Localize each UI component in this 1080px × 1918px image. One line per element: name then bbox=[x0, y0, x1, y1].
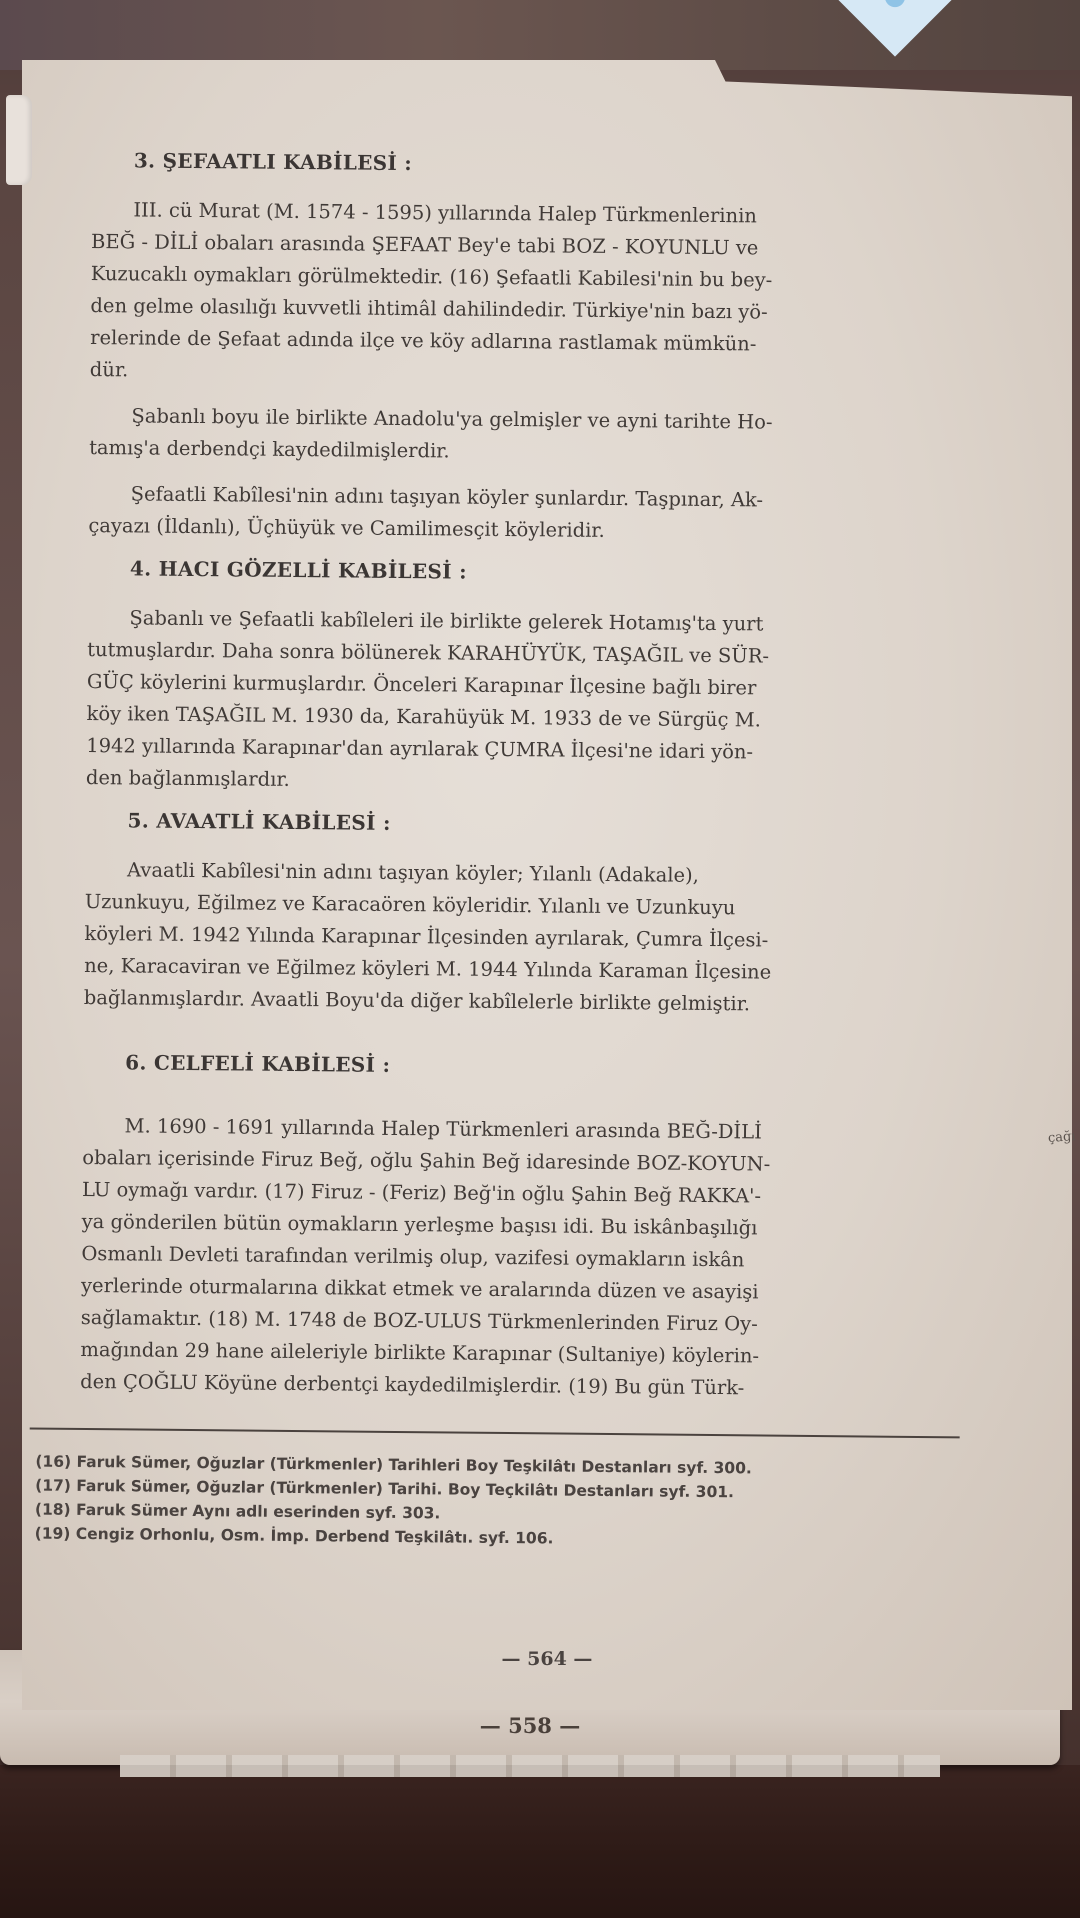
text-line: köy iken TAŞAĞIL M. 1930 da, Karahüyük M. 1933 de ve Sürgüç M. bbox=[86, 701, 761, 732]
section-celfeli bbox=[80, 1050, 983, 1407]
section-heading: 5. AVAATLİ KABİLESİ : bbox=[127, 808, 391, 835]
text-line: sağlamaktır. (18) M. 1748 de BOZ-ULUS Türkmenlerinden Firuz Oy- bbox=[80, 1305, 758, 1336]
paragraph bbox=[80, 1110, 983, 1407]
footnote: (16) Faruk Sümer, Oğuzlar (Türkmenler) Tarihleri Boy Teşkilâtı Destanları syf. 300. bbox=[35, 1452, 752, 1478]
section-haci-gozelli bbox=[86, 556, 988, 803]
underlying-page-number: — 558 — bbox=[479, 1713, 581, 1738]
text-line: bağlanmışlardır. Avaatli Boyu'da diğer kabîlelerle birlikte gelmiştir. bbox=[83, 985, 751, 1016]
adjacent-page-text-fragment: çağı bbox=[1047, 1129, 1077, 1146]
text-line: köyleri M. 1942 Yılında Karapınar İlçesinden ayrılarak, Çumra İlçesi- bbox=[84, 921, 769, 952]
text-line: den ÇOĞLU Köyüne derbentçi kaydedilmişlerdir. (19) Bu gün Türk- bbox=[80, 1369, 745, 1400]
section-avaatli bbox=[84, 808, 986, 1023]
section-heading: 3. ŞEFAATLI KABİLESİ : bbox=[133, 148, 413, 176]
paragraph bbox=[89, 400, 990, 473]
text-line: den bağlanmışlardır. bbox=[85, 765, 290, 791]
text-line: tutmuşlardır. Daha sonra bölünerek KARAHÜYÜK, TAŞAĞIL ve SÜR- bbox=[87, 637, 770, 668]
section-heading: 6. CELFELİ KABİLESİ : bbox=[125, 1050, 391, 1077]
text-line: tamış'a derbendçi kaydedilmişlerdir. bbox=[89, 435, 450, 463]
text-line: Uzunkuyu, Eğilmez ve Karacaören köyleridir. Yılanlı ve Uzunkuyu bbox=[84, 889, 736, 920]
text-line: dür. bbox=[89, 357, 129, 382]
text-line: BEĞ - DİLİ obaları arasında ŞEFAAT Bey'e tabi BOZ - KOYUNLU ve bbox=[90, 229, 759, 260]
torn-page-edge bbox=[6, 95, 32, 185]
text-line: den gelme olasılığı kuvvetli ihtimâl dahilindedir. Türkiye'nin bazı yö- bbox=[90, 293, 768, 324]
text-line: çayazı (İldanlı), Üçhüyük ve Camilimesçit köyleridir. bbox=[88, 513, 605, 542]
text-line: ya gönderilen bütün oymakların yerleşme başısı idi. Bu iskânbaşılığı bbox=[81, 1209, 758, 1240]
text-line: 1942 yıllarında Karapınar'dan ayrılarak ÇUMRA İlçesi'ne idari yön- bbox=[86, 733, 754, 764]
text-line: Şefaatli Kabîlesi'nin adını taşıyan köyler şunlardır. Taşpınar, Ak- bbox=[130, 482, 764, 512]
page-stack-edge bbox=[120, 1755, 940, 1777]
footnote: (19) Cengiz Orhonlu, Osm. İmp. Derbend Teşkilâtı. syf. 106. bbox=[34, 1524, 554, 1548]
paragraph bbox=[86, 602, 988, 803]
paragraph bbox=[90, 194, 992, 395]
paragraph bbox=[84, 854, 985, 1023]
footnotes bbox=[35, 1450, 980, 1555]
text-line: GÜÇ köylerini kurmuşlardır. Önceleri Karapınar İlçesine bağlı birer bbox=[86, 669, 757, 700]
page-number: — 564 — bbox=[501, 1648, 593, 1670]
text-line: Avaatli Kabîlesi'nin adını taşıyan köyler; Yılanlı (Adakale), bbox=[126, 858, 699, 887]
text-line: M. 1690 - 1691 yıllarında Halep Türkmenleri arasında BEĞ-DİLİ bbox=[124, 1114, 762, 1144]
text-line: Şabanlı boyu ile birlikte Anadolu'ya gelmişler ve ayni tarihte Ho- bbox=[131, 404, 773, 434]
text-line: obaları içerisinde Firuz Beğ, oğlu Şahin Beğ idaresinde BOZ-KOYUN- bbox=[82, 1145, 771, 1176]
text-line: yerlerinde oturmalarına dikkat etmek ve aralarında düzen ve asayişi bbox=[80, 1273, 759, 1304]
text-line: Osmanlı Devleti tarafından verilmiş olup, vazifesi oymakların iskân bbox=[81, 1241, 745, 1272]
background-surface-bottom bbox=[0, 1765, 1080, 1918]
text-line: Kuzucaklı oymakları görülmektedir. (16) Şefaatli Kabilesi'nin bu bey- bbox=[90, 261, 773, 292]
text-line: ne, Karacaviran ve Eğilmez köyleri M. 1944 Yılında Karaman İlçesine bbox=[84, 953, 772, 984]
text-line: III. cü Murat (M. 1574 - 1595) yıllarında Halep Türkmenlerinin bbox=[133, 198, 758, 228]
text-line: LU oymağı vardır. (17) Firuz - (Feriz) Beğ'in oğlu Şahin Beğ RAKKA'- bbox=[81, 1177, 762, 1208]
text-line: relerinde de Şefaat adında ilçe ve köy adlarına rastlamak mümkün- bbox=[90, 325, 757, 356]
text-line: Şabanlı ve Şefaatli kabîleleri ile birlikte gelerek Hotamış'ta yurt bbox=[129, 606, 764, 636]
section-heading: 4. HACI GÖZELLİ KABİLESİ : bbox=[129, 556, 467, 584]
page-content bbox=[34, 148, 992, 1555]
footnote-divider bbox=[30, 1427, 960, 1438]
footnote: (18) Faruk Sümer Aynı adlı eserinden syf. 303. bbox=[34, 1500, 441, 1523]
text-line: mağından 29 hane aileleriyle birlikte Karapınar (Sultaniye) köylerin- bbox=[80, 1337, 760, 1368]
section-sefaatli bbox=[88, 148, 992, 551]
footnote: (17) Faruk Sümer, Oğuzlar (Türkmenler) Tarihi. Boy Teçkilâtı Destanları syf. 301. bbox=[35, 1476, 735, 1502]
paragraph bbox=[88, 478, 989, 551]
